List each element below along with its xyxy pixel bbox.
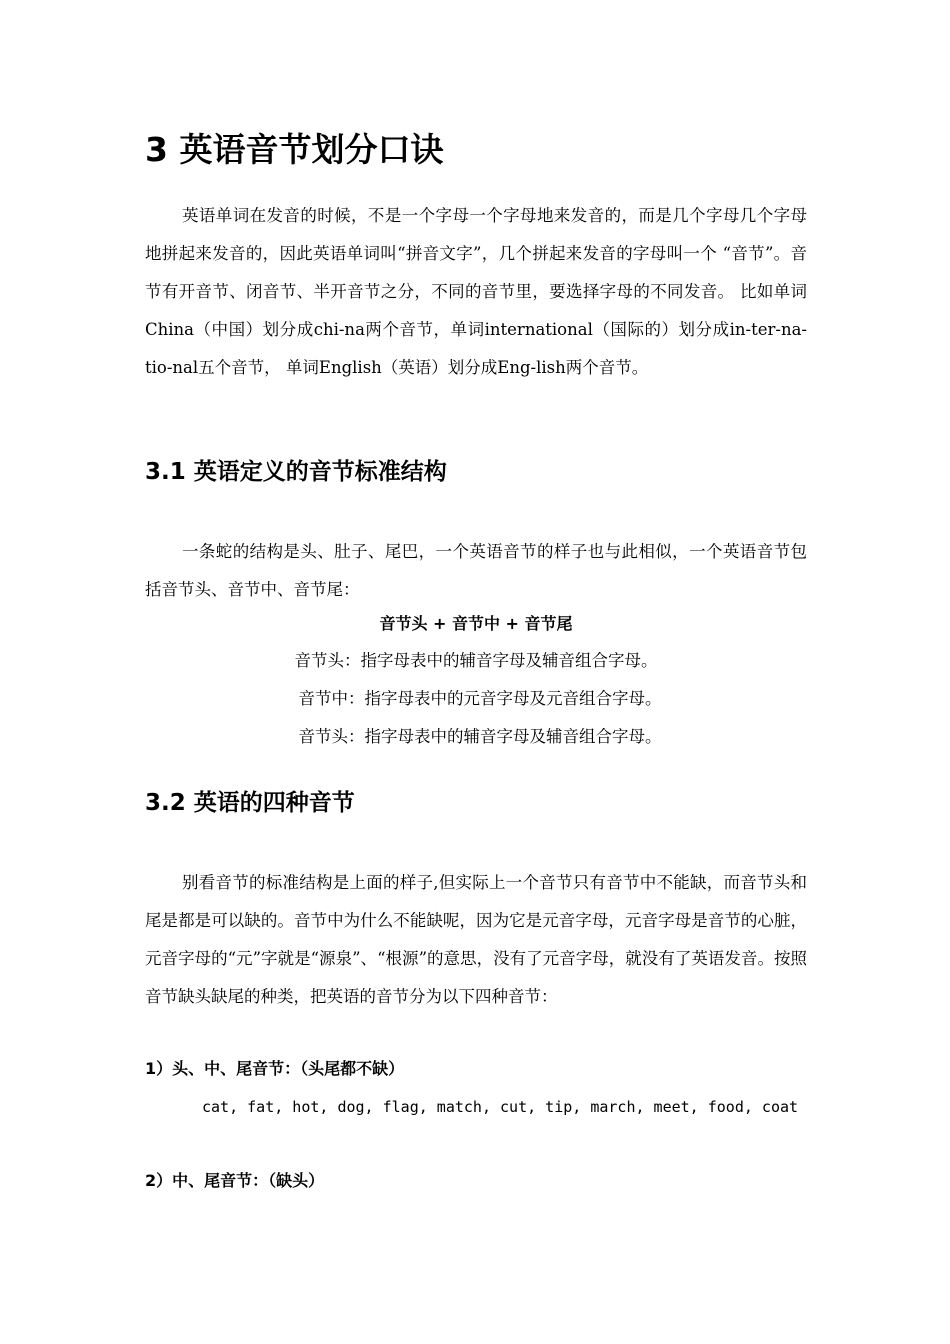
syllable-definition-1: 音节头：指字母表中的辅音字母及辅音组合字母。: [294, 651, 658, 670]
section-3-intro: 英语单词在发音的时候，不是一个字母一个字母地来发音的，而是几个字母几个字母地拼起来发音的，因此英语单词叫“拼音文字”，几个拼起来发音的字母叫一个 “音节”。音节有开音节、闭音节、半开音节之分，不同的音节里，要选择字母的不同发音。 比如单词China（中国）划分成chi-na两个音节，单词international（国际的）划分成in-ter-na-tio-nal五个音节， 单词English（英语）划分成Eng-lish两个音节。: [145, 206, 807, 377]
syllable-definition-3: 音节头：指字母表中的辅音字母及辅音组合字母。: [298, 727, 662, 746]
syllable-type-1-examples: cat, fat, hot, dog, flag, match, cut, tip, march, meet, food, coat: [202, 1098, 799, 1116]
syllable-type-2-title: 2）中、尾音节：（缺头）: [145, 1171, 325, 1190]
syllable-definition-2: 音节中：指字母表中的元音字母及元音组合字母。: [298, 689, 662, 708]
section-3-1-title: 3.1 英语定义的音节标准结构: [145, 459, 447, 485]
section-3-2-intro: 别看音节的标准结构是上面的样子,但实际上一个音节只有音节中不能缺，而音节头和尾是都是可以缺的。音节中为什么不能缺呢，因为它是元音字母，元音字母是音节的心脏，元音字母的“元”字就是“源泉”、“根源”的意思，没有了元音字母，就没有了英语发音。按照音节缺头缺尾的种类，把英语的音节分为以下四种音节：: [145, 873, 807, 1006]
section-3-1-intro: 一条蛇的结构是头、肚子、尾巴，一个英语音节的样子也与此相似，一个英语音节包括音节头、音节中、音节尾：: [145, 542, 807, 599]
section-3-2-title: 3.2 英语的四种音节: [145, 790, 355, 816]
syllable-type-1-title: 1）头、中、尾音节：（头尾都不缺）: [145, 1059, 405, 1078]
section-3-title: 3 英语音节划分口诀: [145, 130, 444, 169]
syllable-formula: 音节头 + 音节中 + 音节尾: [379, 614, 573, 633]
